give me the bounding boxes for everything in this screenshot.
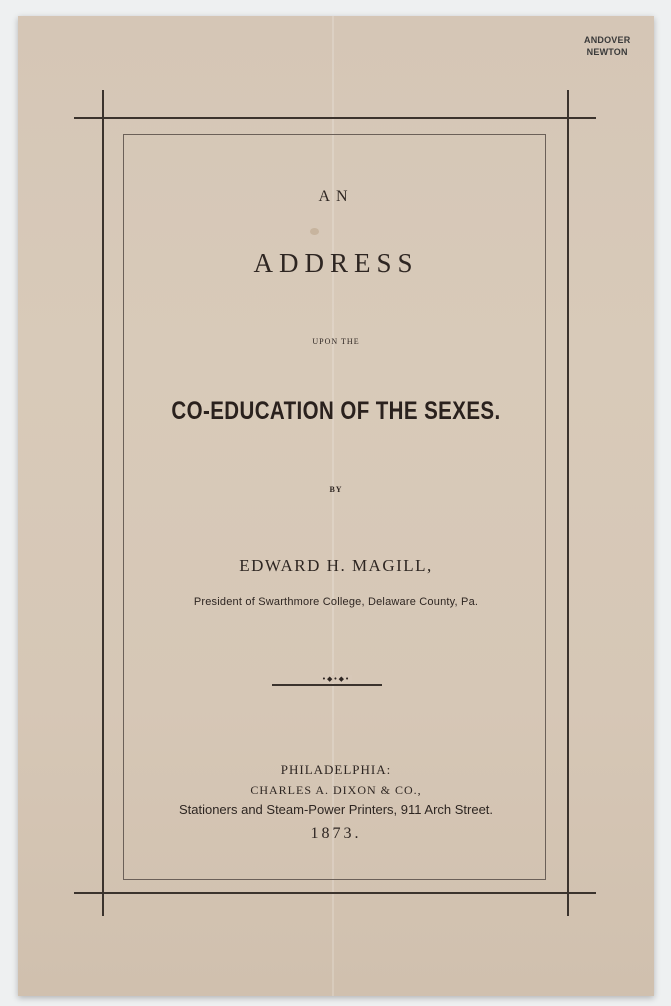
imprint-year: 1873. xyxy=(310,825,362,842)
title-by: BY xyxy=(329,485,343,494)
pamphlet-cover xyxy=(18,16,654,996)
library-stamp xyxy=(584,34,630,58)
author-affiliation: President of Swarthmore College, Delaware County, Pa. xyxy=(193,596,479,608)
imprint-publisher: CHARLES A. DIXON & CO., xyxy=(250,783,422,797)
author-name: EDWARD H. MAGILL, xyxy=(239,556,433,575)
ornament-rule xyxy=(272,684,382,686)
stamp-line-2: NEWTON xyxy=(586,47,628,57)
imprint-printers: Stationers and Steam-Power Printers, 911 Arch Street. xyxy=(178,802,494,817)
title-subject: CO-EDUCATION OF THE SEXES. xyxy=(171,397,501,425)
stamp-line-1: ANDOVER xyxy=(584,35,631,45)
title-address: ADDRESS xyxy=(253,248,419,278)
ornament-dots xyxy=(18,675,654,683)
imprint-city: PHILADELPHIA: xyxy=(280,762,392,777)
border-rule-bottom xyxy=(74,892,596,894)
title-an: AN xyxy=(318,188,354,205)
title-upon-the: UPON THE xyxy=(312,337,360,346)
ornament-glyphs: •◆•◆• xyxy=(321,675,351,683)
border-rule-top xyxy=(74,117,596,119)
